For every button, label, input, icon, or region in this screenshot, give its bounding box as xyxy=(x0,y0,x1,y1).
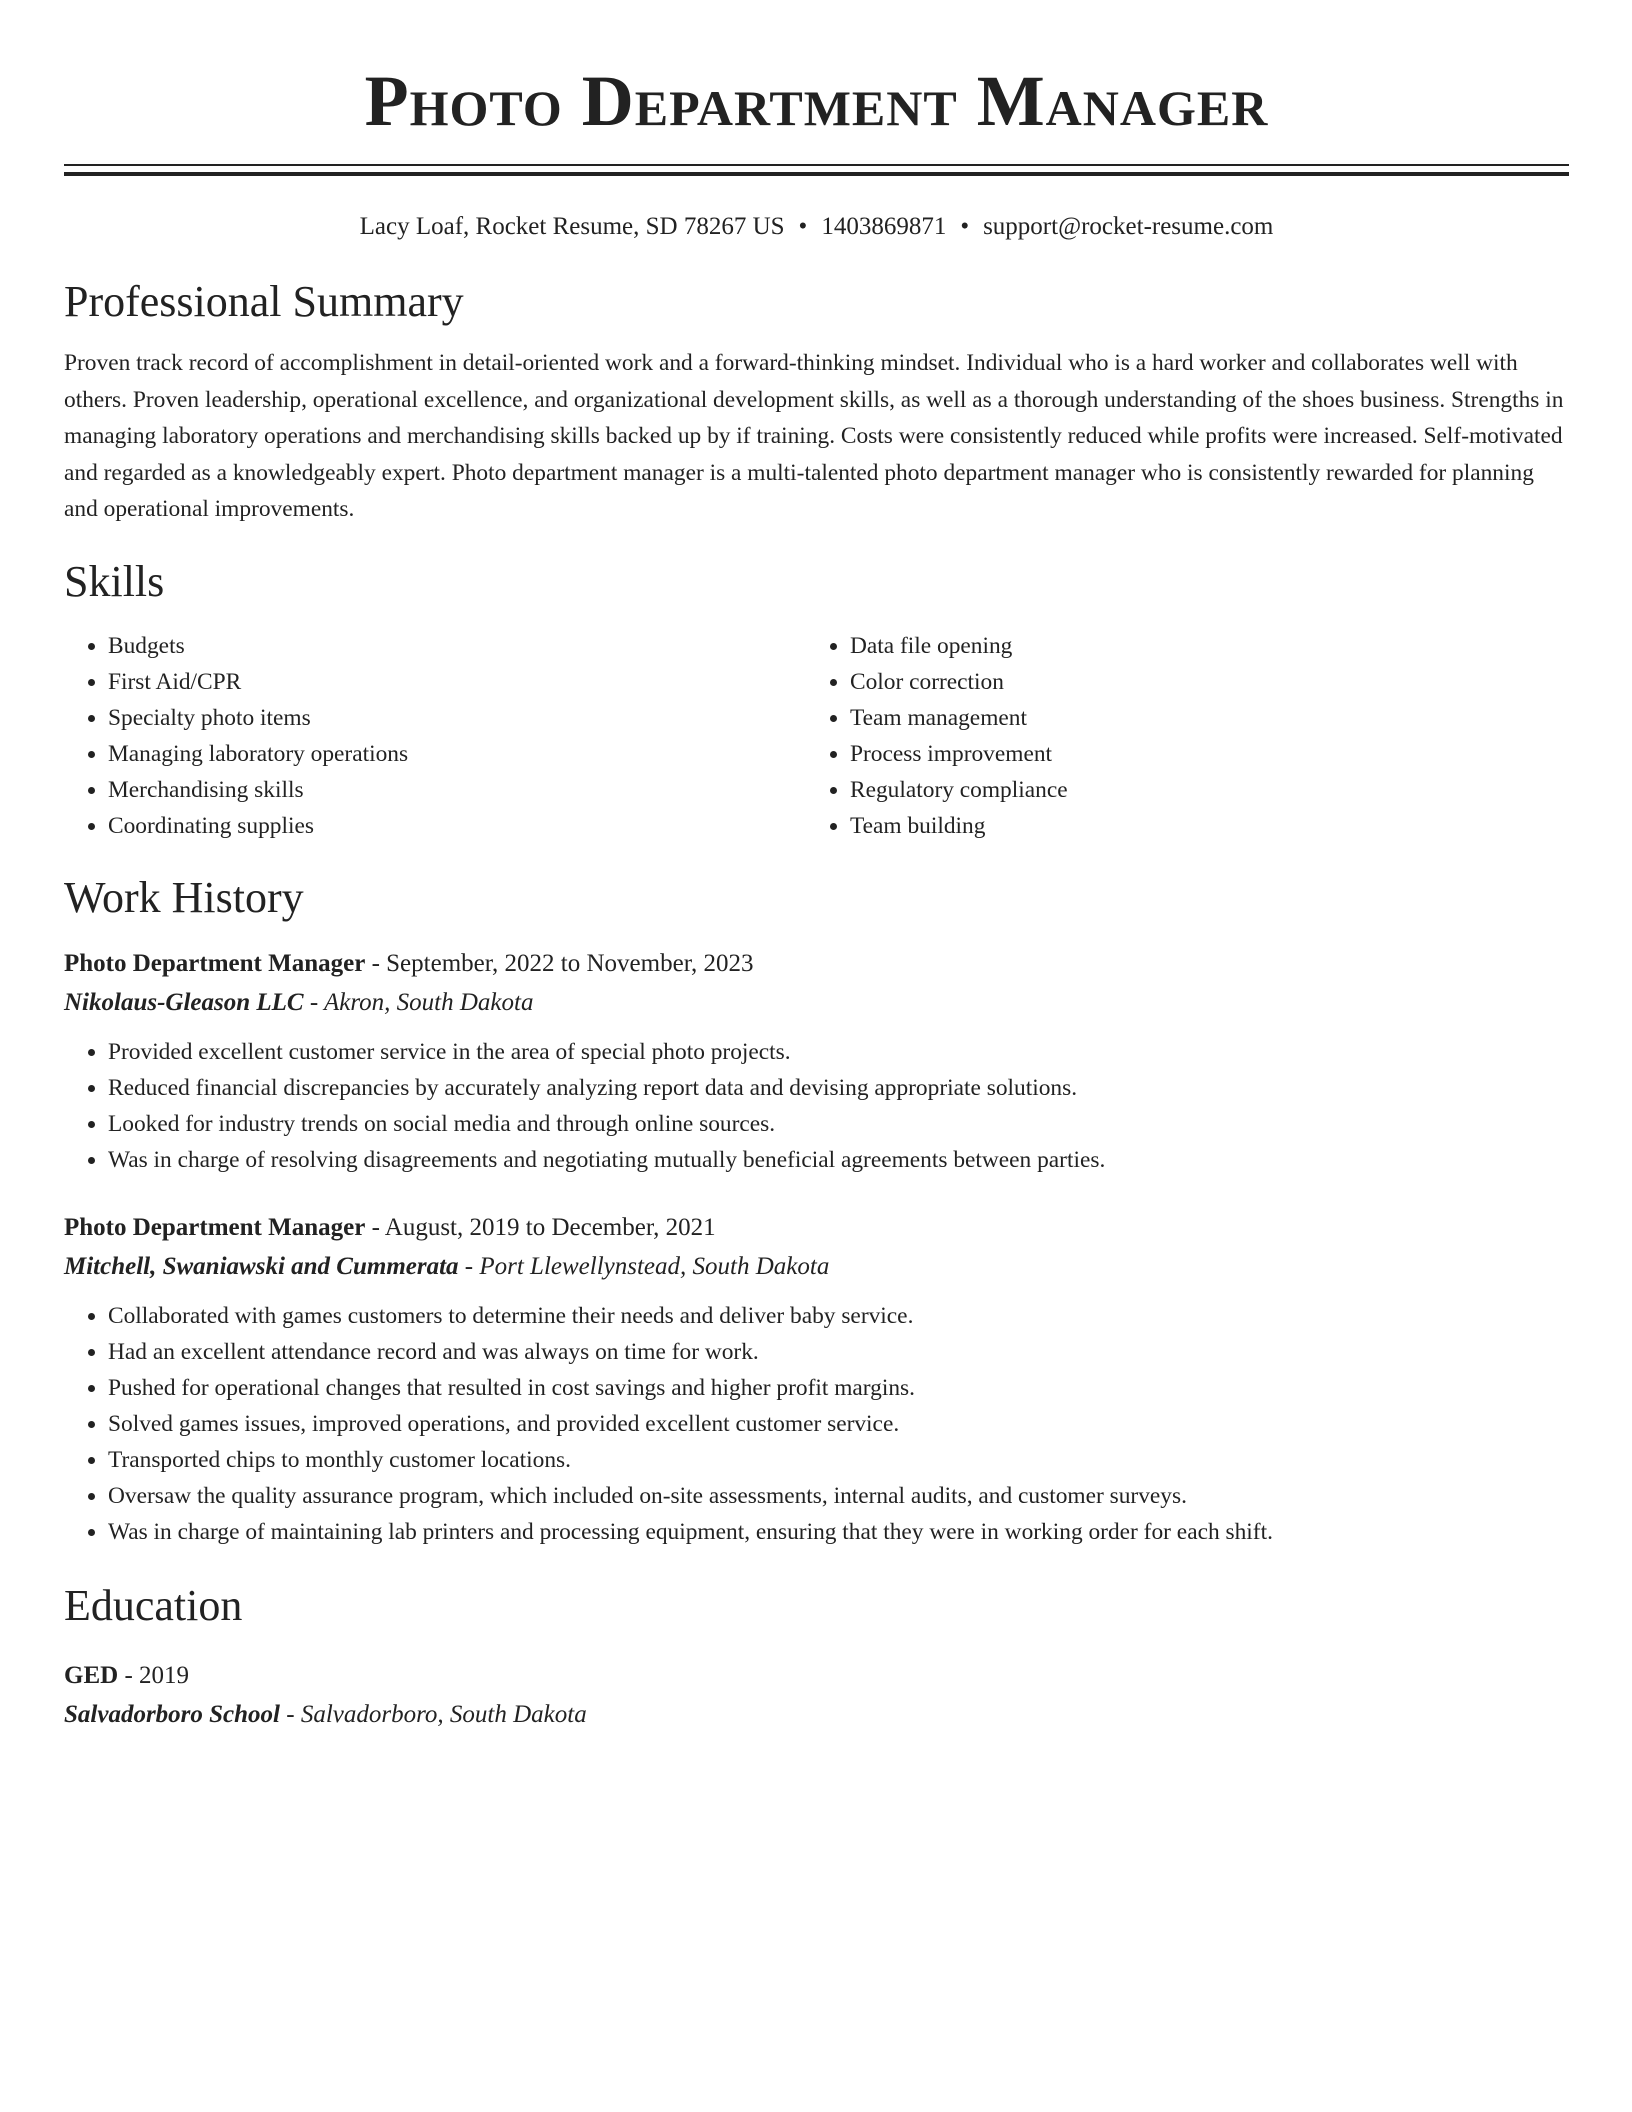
job-bullet: • Transported chips to monthly customer locations. xyxy=(108,1442,1569,1478)
skill-item: • Team building xyxy=(850,808,1068,844)
skill-item: • First Aid/CPR xyxy=(108,664,806,700)
job-bullets xyxy=(64,1034,1569,1178)
skill-item: • Specialty photo items xyxy=(108,700,806,736)
job-entry xyxy=(64,1208,1569,1550)
job-bullet: • Was in charge of resolving disagreements and negotiating mutually beneficial agreements between parties. xyxy=(108,1142,1569,1178)
work-history-section xyxy=(64,872,1569,1550)
skills-section xyxy=(64,556,1569,844)
job-bullet: • Had an excellent attendance record and was always on time for work. xyxy=(108,1334,1569,1370)
summary-heading: Professional Summary xyxy=(64,277,464,326)
resume-page xyxy=(64,0,1569,1734)
work-history-heading: Work History xyxy=(64,872,304,922)
resume-title: Photo Department Manager xyxy=(364,61,1269,141)
skill-item: • Team management xyxy=(850,700,1068,736)
education-entry xyxy=(64,1656,1569,1734)
job-location: - Akron, South Dakota xyxy=(303,988,534,1016)
job-dates: - September, 2022 to November, 2023 xyxy=(365,949,754,977)
job-bullet: • Looked for industry trends on social media and through online sources. xyxy=(108,1106,1569,1142)
skill-item: • Budgets xyxy=(108,628,806,664)
skill-item: • Coordinating supplies xyxy=(108,808,806,844)
education-heading: Education xyxy=(64,1580,243,1630)
job-title: Photo Department Manager xyxy=(64,949,366,977)
job-header xyxy=(64,944,1569,983)
contact-phone: 1403869871 xyxy=(821,213,947,240)
skill-item: • Regulatory compliance xyxy=(850,772,1068,808)
skills-list-right xyxy=(806,628,1068,844)
education-degree: GED xyxy=(64,1661,119,1689)
education-school-line xyxy=(64,1695,1569,1734)
skills-list-left xyxy=(64,628,806,844)
education-header xyxy=(64,1656,1569,1695)
contact-email: support@rocket-resume.com xyxy=(983,213,1274,240)
contact-address: Lacy Loaf, Rocket Resume, SD 78267 US xyxy=(359,213,785,240)
skill-item: • Merchandising skills xyxy=(108,772,806,808)
education-school: Salvadorboro School xyxy=(64,1700,281,1728)
skills-heading: Skills xyxy=(64,556,165,606)
job-company-line xyxy=(64,1247,1569,1286)
title-divider xyxy=(64,164,1569,176)
job-entry xyxy=(64,944,1569,1178)
summary-text: Proven track record of accomplishment in detail-oriented work and a forward-thinking mindset. Individual who is a hard worker and collaborates well with others. Proven leadership, operational excellence, and organizational development skills, as well as a thorough understanding of the shoes business. Strengths in managing laboratory operations and merchandising skills backed up by if training. Costs were consistently reduced while profits were increased. Self-motivated and regarded as a knowledgeably expert. Photo department manager is a multi-talented photo department manager who is consistently rewarded for planning and operational improvements. xyxy=(64,350,1564,523)
skills-columns xyxy=(64,628,1569,844)
job-title: Photo Department Manager xyxy=(64,1213,366,1241)
skill-item: • Data file opening xyxy=(850,628,1068,664)
education-section xyxy=(64,1580,1569,1734)
summary-section xyxy=(64,276,1569,528)
job-dates: - August, 2019 to December, 2021 xyxy=(365,1213,716,1241)
job-bullet: • Was in charge of maintaining lab printers and processing equipment, ensuring that they were in working order for each shift. xyxy=(108,1514,1569,1550)
job-bullet: • Collaborated with games customers to determine their needs and deliver baby service. xyxy=(108,1298,1569,1334)
skill-item: • Process improvement xyxy=(850,736,1068,772)
job-bullet: • Solved games issues, improved operations, and provided excellent customer service. xyxy=(108,1406,1569,1442)
job-bullet: • Provided excellent customer service in the area of special photo projects. xyxy=(108,1034,1569,1070)
skill-item: • Managing laboratory operations xyxy=(108,736,806,772)
job-location: - Port Llewellynstead, South Dakota xyxy=(458,1252,830,1280)
job-bullets xyxy=(64,1298,1569,1550)
job-header xyxy=(64,1208,1569,1247)
contact-separator: • xyxy=(960,213,970,240)
job-company-line xyxy=(64,983,1569,1022)
education-year: - 2019 xyxy=(118,1661,190,1689)
contact-separator: • xyxy=(798,213,808,240)
job-company: Nikolaus-Gleason LLC xyxy=(64,988,304,1016)
job-bullet: • Pushed for operational changes that resulted in cost savings and higher profit margins. xyxy=(108,1370,1569,1406)
job-company: Mitchell, Swaniawski and Cummerata xyxy=(64,1252,459,1280)
contact-line xyxy=(64,212,1569,242)
education-location: - Salvadorboro, South Dakota xyxy=(280,1700,587,1728)
skill-item: • Color correction xyxy=(850,664,1068,700)
job-bullet: • Oversaw the quality assurance program, which included on-site assessments, internal audits, and customer surveys. xyxy=(108,1478,1569,1514)
job-bullet: • Reduced financial discrepancies by accurately analyzing report data and devising appropriate solutions. xyxy=(108,1070,1569,1106)
